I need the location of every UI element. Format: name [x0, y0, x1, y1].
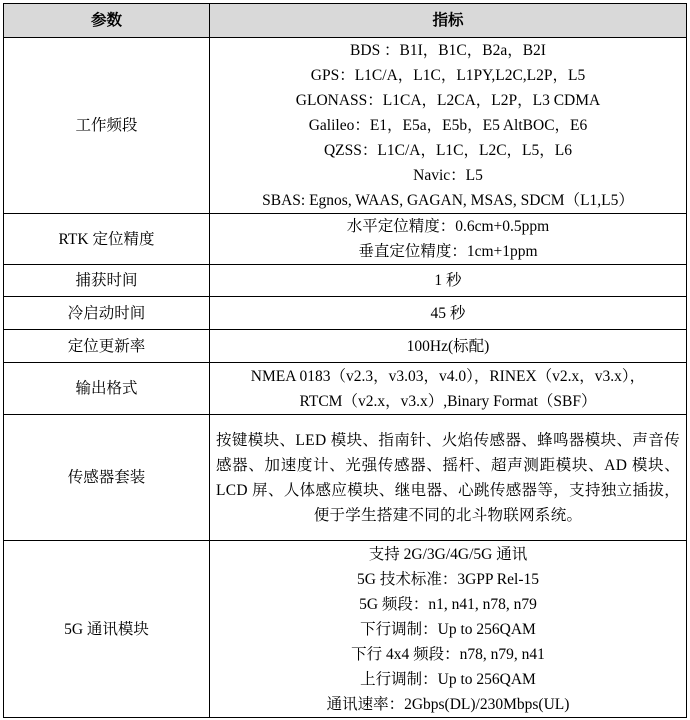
value-line: 垂直定位精度：1cm+1ppm [358, 243, 538, 260]
value-line: SBAS: Egnos, WAAS, GAGAN, MSAS, SDCM（L1,L5） [262, 192, 634, 209]
value-line: 水平定位精度：0.6cm+0.5ppm [346, 218, 550, 235]
header-param: 参数 [4, 4, 210, 38]
value-cell: 100Hz(标配) [210, 330, 687, 363]
value-line: RTCM（v2.x，v3.x）,Binary Format（SBF） [299, 392, 597, 410]
table-row [4, 541, 687, 718]
value-cell: 按键模块、LED 模块、指南针、火焰传感器、蜂鸣器模块、声音传感器、加速度计、光强传感器、摇杆、超声测距模块、AD 模块、LCD 屏、人体感应模块、继电器、心跳传感器等，支持独立插拔，便于学生搭建不同的北斗物联网系统。 [210, 415, 687, 541]
table-row [4, 330, 687, 363]
value-cell [210, 541, 687, 718]
table-row [4, 363, 687, 415]
value-line: 下行调制：Up to 256QAM [360, 620, 536, 638]
table-row [4, 265, 687, 297]
param-cell: 输出格式 [4, 363, 210, 415]
param-cell: 定位更新率 [4, 330, 210, 363]
value-line: NMEA 0183（v2.3，v3.03，v4.0），RINEX（v2.x，v3.x）， [250, 367, 646, 385]
value-line: Galileo：E1，E5a，E5b，E5 AltBOC，E6 [308, 117, 588, 134]
param-cell: 5G 通讯模块 [4, 541, 210, 718]
value-line: QZSS：L1C/A，L1C，L2C，L5，L6 [323, 142, 572, 159]
spec-table [3, 3, 687, 718]
value-cell [210, 38, 687, 214]
param-cell: 捕获时间 [4, 265, 210, 297]
value-line: 通讯速率：2Gbps(DL)/230Mbps(UL) [326, 695, 570, 713]
value-cell: 1 秒 [210, 265, 687, 297]
value-line: BDS ：B1I，B1C，B2a，B2I [350, 42, 546, 59]
table-row [4, 38, 687, 214]
value-cell: 45 秒 [210, 297, 687, 330]
value-line: GPS：L1C/A，L1C，L1PY,L2C,L2P，L5 [310, 67, 586, 84]
header-spec: 指标 [210, 4, 687, 38]
value-cell [210, 214, 687, 265]
value-line: 5G 技术标准：3GPP Rel-15 [357, 570, 539, 588]
table-row [4, 415, 687, 541]
param-cell: 工作频段 [4, 38, 210, 214]
table-row [4, 214, 687, 265]
value-line: 下行 4x4 频段：n78, n79, n41 [351, 645, 545, 663]
value-line: 5G 频段：n1, n41, n78, n79 [359, 595, 537, 613]
table-row [4, 297, 687, 330]
param-cell: 冷启动时间 [4, 297, 210, 330]
header-row [4, 4, 687, 38]
value-cell [210, 363, 687, 415]
value-line: 上行调制：Up to 256QAM [360, 670, 536, 688]
param-cell: 传感器套装 [4, 415, 210, 541]
param-cell: RTK 定位精度 [4, 214, 210, 265]
value-line: Navic：L5 [413, 167, 483, 184]
value-line: 支持 2G/3G/4G/5G 通讯 [368, 545, 528, 563]
value-line: GLONASS：L1CA，L2CA，L2P，L3 CDMA [295, 92, 601, 109]
